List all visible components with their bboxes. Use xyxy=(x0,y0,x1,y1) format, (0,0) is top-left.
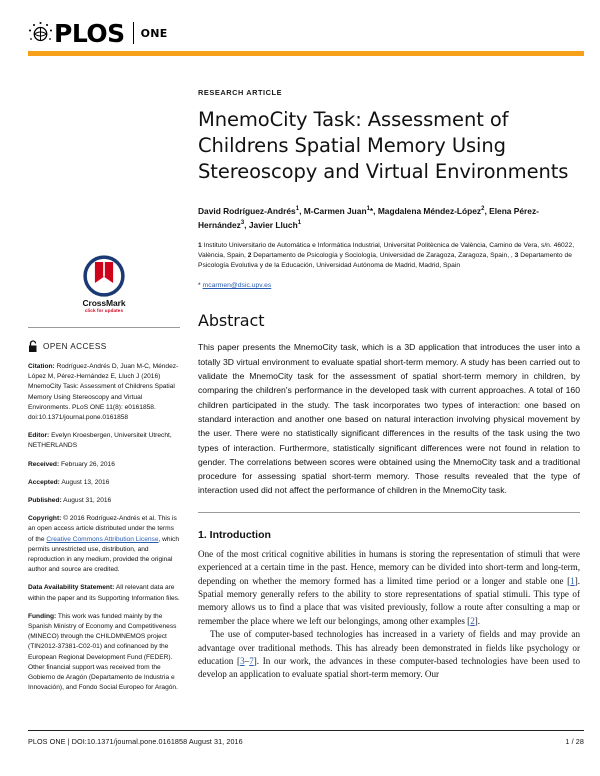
reference-link-3[interactable]: 3 xyxy=(240,656,245,666)
reference-range-dash: – xyxy=(244,656,250,666)
crossmark-badge-icon xyxy=(83,255,125,297)
data-availability-text: All relevant data are within the paper and its Supporting Information files. xyxy=(28,584,180,602)
reference-link-2[interactable]: 2 xyxy=(470,615,475,626)
affiliation-list: 1 Instituto Universitario de Automática e Informática Industrial, Universitat Politècnica de València, Camino de Vera, s/n. 46022, València, Spain, 2 Departamento de Psicología y Sociología, Universidad de Zaragoza, Zaragoza, Spain, , 3 Departamento de Psicología Evolutiva y de la Educación, Universidad Autónoma de Madrid, Madrid, Spain xyxy=(198,241,575,270)
intro-p2-text-b: ]. In our work, the advances in these computer-based technologies have been used to develop an application to evaluate spatial short-term memory. Our xyxy=(198,656,581,680)
data-availability-block xyxy=(28,583,180,603)
published-block xyxy=(28,496,180,506)
corresponding-author xyxy=(198,282,580,289)
copyright-block xyxy=(28,514,180,575)
intro-p2-text-a: The use of computer-based technologies has increased in a variety of fields and may provide an advantage over traditional methods. This has already been demonstrated in fields like psychology or education [ xyxy=(198,629,580,666)
intro-p1-text-b: ]. Spatial memory generally refers to the ability to store representations of spatial stimuli. This type of memory allows us to find a place that was visited previously, follow a route after consulting a map or remember the place where we left our belongings, among other examples [ xyxy=(198,575,580,626)
footer-divider xyxy=(28,730,584,731)
cc-license-link[interactable]: Creative Commons Attribution License xyxy=(46,535,159,543)
funding-heading: Funding: xyxy=(28,612,57,620)
abstract-divider xyxy=(198,512,580,513)
crossmark-sublabel: click for updates xyxy=(84,308,124,313)
received-date: February 26, 2016 xyxy=(59,460,115,468)
abstract-heading: Abstract xyxy=(198,311,265,331)
open-lock-icon xyxy=(28,340,39,353)
masthead xyxy=(0,0,600,62)
corresponding-marker: * xyxy=(198,282,201,290)
intro-p1-text-a: One of the most critical cognitive abilities in humans is storing the representation of stimuli that were experienced at a certain time in the past. Hence, memory can be divided into short-term and long-term, depending on whether the memory formed has a limited time period or a longer and stable one [ xyxy=(198,548,580,586)
introduction-heading: 1. Introduction xyxy=(198,528,271,541)
brand-accent-rule xyxy=(28,51,584,56)
funding-text: This work was funded mainly by the Spanish Ministry of Economy and Competitiveness (MINECO) through the CHILDMNEMOS project (TIN2012-37381-C02-01) and cofinanced by the European Regional Development Fund (FEDER). Other financial support was received from the Gobierno de Aragón (Departamento de Industria e Innovación), and Fondo Social Europeo for Aragón. xyxy=(28,612,178,692)
published-date: August 31, 2016 xyxy=(61,497,112,505)
accepted-date: August 13, 2016 xyxy=(59,478,110,486)
editor-heading: Editor: xyxy=(28,432,50,440)
received-block xyxy=(28,460,180,470)
published-heading: Published: xyxy=(28,497,62,505)
logo-divider xyxy=(133,22,134,44)
abstract-body: This paper presents the MnemoCity task, which is a 3D application that introduces the user into a totally 3D virtual environment to evaluate spatial short-term memory. A study has been carried out to validate the MnemoCity task for the assessment of spatial short-term memory in children, by comparing the children's performance in the developed task with current approaches. A total of 160 children participated in the study. The task incorporates two types of interaction: one based on standard interaction and another one based on natural interaction involving physical movement by the user. There were no statistically significant differences in the results of the task using the two types of interaction. Furthermore, statistically significant differences were not found in relation to gender. The correlations between scores were obtained using the MnemoCity task and a traditional procedure for assessing spatial short-term memory. Those results revealed that the type of interaction used did not affect the performance of children in the MnemoCity task. xyxy=(198,342,580,496)
citation-block xyxy=(28,362,180,423)
plos-sun-emblem-icon xyxy=(28,21,53,46)
editor-block xyxy=(28,431,180,451)
editor-text: Evelyn Kroesbergen, Universiteit Utrecht, NETHERLANDS xyxy=(28,432,172,450)
received-heading: Received: xyxy=(28,460,60,468)
plos-wordmark: PLOS xyxy=(54,18,125,48)
page-number: 1 / 28 xyxy=(565,737,584,746)
corresponding-email-link[interactable]: mcarmen@dsic.upv.es xyxy=(202,282,272,290)
crossmark-widget[interactable] xyxy=(28,255,180,313)
copyright-text-before: © 2016 Rodríguez-Andrés et al. This is an open access article distributed under the terms of the xyxy=(28,515,177,543)
page-footer xyxy=(28,737,584,746)
journal-name: ONE xyxy=(140,26,168,40)
crossmark-label: CrossMark xyxy=(82,298,126,308)
copyright-heading: Copyright: xyxy=(28,515,62,523)
introduction-paragraph-2 xyxy=(198,628,580,682)
reference-link-7[interactable]: 7 xyxy=(249,656,254,666)
footer-citation: PLOS ONE | DOI:10.1371/journal.pone.0161858 August 31, 2016 xyxy=(28,737,243,746)
open-access-badge xyxy=(28,340,180,353)
author-list: David Rodríguez-Andrés$^1$, M-Carmen Juan$^1$*, Magdalena Méndez-López$^2$, Elena Pérez-Hernández$^3$, Javier Lluch$^1$ xyxy=(198,205,539,231)
intro-p1-text-c: ]. xyxy=(474,615,481,626)
data-availability-heading: Data Availability Statement: xyxy=(28,584,115,592)
article-type-kicker: RESEARCH ARTICLE xyxy=(198,88,283,97)
citation-text: Rodríguez-Andrés D, Juan M-C, Méndez-López M, Pérez-Hernández E, Lluch J (2016) MnemoCity Task: Assessment of Childrens Spatial Memory Using Stereoscopy and Virtual Environments. PLoS ONE 11(8): e0161858. doi:10.1371/journal.pone.0161858 xyxy=(28,363,179,422)
open-access-label: OPEN ACCESS xyxy=(43,342,107,351)
sidebar xyxy=(28,255,180,701)
accepted-block xyxy=(28,478,180,488)
plos-one-logo[interactable] xyxy=(28,20,168,46)
copyright-text-after: , which permits unrestricted use, distribution, and reproduction in any medium, provided the original author and source are credited. xyxy=(28,535,180,574)
citation-heading: Citation: xyxy=(28,363,55,370)
sidebar-divider xyxy=(28,327,180,328)
main-column xyxy=(198,88,580,682)
introduction-paragraph-1 xyxy=(198,548,580,628)
reference-link-1[interactable]: 1 xyxy=(570,575,575,586)
accepted-heading: Accepted: xyxy=(28,478,60,486)
page-title: MnemoCity Task: Assessment of Childrens Spatial Memory Using Stereoscopy and Virtual Environments xyxy=(198,108,569,183)
funding-block xyxy=(28,612,180,694)
